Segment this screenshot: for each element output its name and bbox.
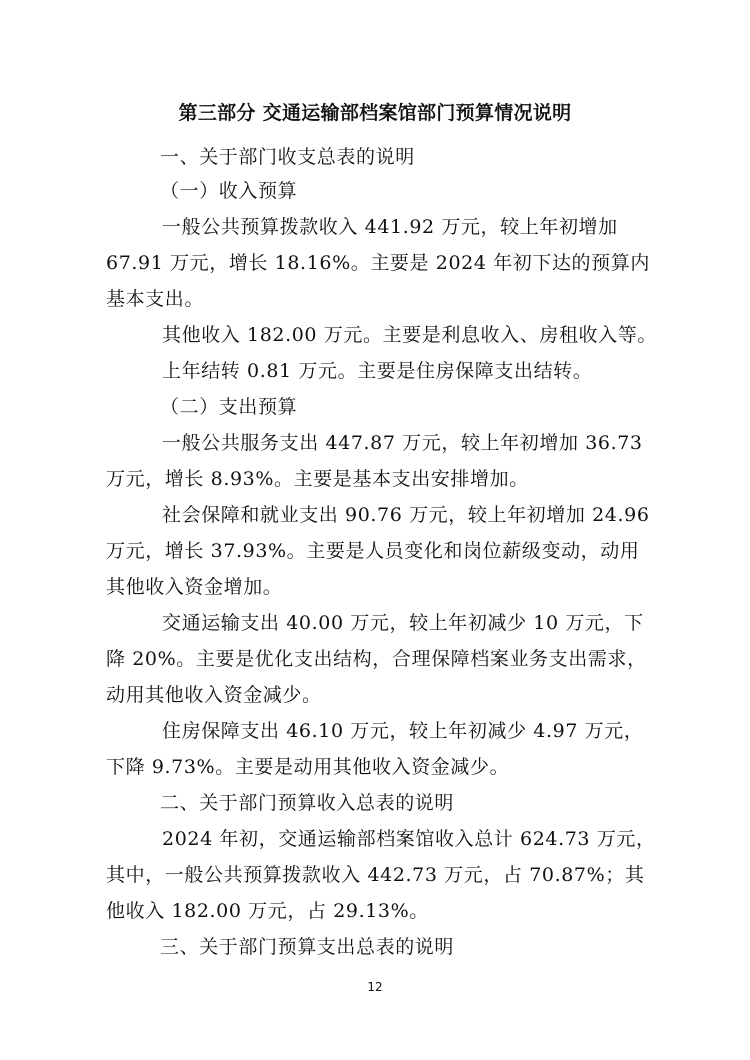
- paragraph-line: 其中，一般公共预算拨款收入 442.73 万元，占 70.87%；其: [106, 864, 645, 886]
- section-heading-3: 三、关于部门预算支出总表的说明: [160, 936, 455, 958]
- subsection-heading-income: （一）收入预算: [160, 180, 298, 202]
- section-heading-2: 二、关于部门预算收入总表的说明: [160, 792, 455, 814]
- page-title: 第三部分 交通运输部档案馆部门预算情况说明: [178, 102, 572, 124]
- paragraph-line: 降 20%。主要是优化支出结构，合理保障档案业务支出需求，: [106, 648, 647, 670]
- paragraph-line: 下降 9.73%。主要是动用其他收入资金减少。: [106, 756, 510, 778]
- paragraph-line: 其他收入 182.00 万元。主要是利息收入、房租收入等。: [162, 324, 657, 346]
- paragraph-line: 住房保障支出 46.10 万元，较上年初减少 4.97 万元，: [162, 720, 644, 742]
- paragraph-line: 其他收入资金增加。: [106, 576, 283, 598]
- paragraph-line: 交通运输支出 40.00 万元，较上年初减少 10 万元，下: [162, 612, 644, 634]
- paragraph-line: 一般公共预算拨款收入 441.92 万元，较上年初增加: [162, 216, 618, 238]
- paragraph-line: 基本支出。: [106, 288, 205, 310]
- paragraph-line: 动用其他收入资金减少。: [106, 684, 322, 706]
- paragraph-line: 上年结转 0.81 万元。主要是住房保障支出结转。: [162, 360, 593, 382]
- section-heading-1: 一、关于部门收支总表的说明: [160, 146, 415, 168]
- paragraph-line: 他收入 182.00 万元，占 29.13%。: [106, 900, 429, 922]
- paragraph-line: 社会保障和就业支出 90.76 万元，较上年初增加 24.96: [162, 504, 650, 526]
- page-number: 12: [367, 980, 383, 994]
- paragraph-line: 67.91 万元，增长 18.16%。主要是 2024 年初下达的预算内: [106, 252, 650, 274]
- subsection-heading-expense: （二）支出预算: [160, 396, 298, 418]
- paragraph-line: 万元，增长 37.93%。主要是人员变化和岗位薪级变动，动用: [106, 540, 640, 562]
- paragraph-line: 一般公共服务支出 447.87 万元，较上年初增加 36.73: [162, 432, 643, 454]
- paragraph-line: 万元，增长 8.93%。主要是基本支出安排增加。: [106, 468, 529, 490]
- paragraph-line: 2024 年初，交通运输部档案馆收入总计 624.73 万元，: [162, 828, 656, 850]
